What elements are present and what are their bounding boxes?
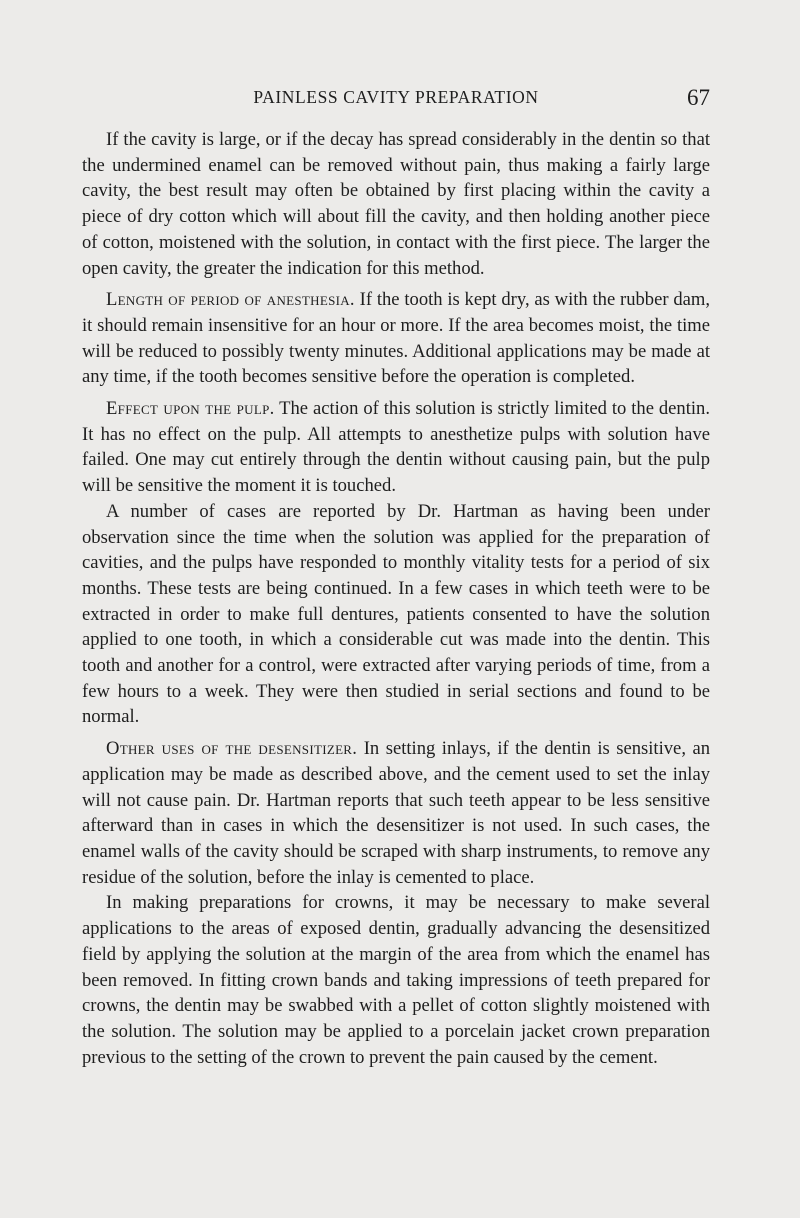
paragraph-crowns: In making preparations for crowns, it may be necessary to make several applications to the areas of exposed dentin, gradually advancing the desensitized field by applying the solution at the margin of the area from which the enamel has been removed. In fitting crown bands and taking impressions of teeth prepared for crowns, the dentin may be swabbed with a pellet of cotton slightly moistened with the solution. The solution may be applied to a porcelain jacket crown preparation previous to the setting of the crown to prevent the pain caused by the cement. — [82, 892, 710, 1068]
paragraph-other-uses — [82, 736, 710, 890]
section-heading-pulp: Effect upon the pulp. — [106, 398, 275, 420]
paragraph-cavity-method: If the cavity is large, or if the decay has spread considerably in the dentin so that the undermined enamel can be removed without pain, thus making a fairly large cavity, the best result may often be obtained by first placing within the cavity a piece of dry cotton which will about fill the cavity, and then holding another piece of cotton, moistened with the solution, in contact with the first piece. The larger the open cavity, the greater the indication for this method. — [82, 129, 710, 279]
paragraph-text: If the tooth is kept dry, as with the rubber dam, it should remain insensitive for an hour or more. If the area becomes moist, the time will be reduced to possibly twenty minutes. Additional applications may be made at any time, if the tooth becomes sensitive before the operation is completed. — [82, 289, 711, 388]
paragraph-anesthesia-period — [82, 287, 710, 390]
running-title: PAINLESS CAVITY PREPARATION — [253, 87, 539, 107]
paragraph-text: In setting inlays, if the dentin is sensitive, an application may be made as described above, and the cement used to set the inlay will not cause pain. Dr. Hartman reports that such teeth appear to be less sensitive afterward than in cases in which the desensitizer is not used. In such cases, the enamel walls of the cavity should be scraped with sharp instruments, to remove any residue of the solution, before the inlay is cemented to place. — [82, 738, 711, 888]
page-number: 67 — [687, 85, 710, 110]
page-header — [82, 87, 710, 117]
paragraph-pulp-effect — [82, 396, 710, 499]
section-heading-anesthesia: Length of period of anesthesia. — [106, 289, 355, 311]
body-text — [82, 127, 710, 1070]
paragraph-hartman-cases: A number of cases are reported by Dr. Hartman as having been under observation since the time when the solution was applied for the preparation of cavities, and the pulps have responded to monthly vitality tests for a period of six months. These tests are being continued. In a few cases in which teeth were to be extracted in order to make full dentures, patients consented to have the solution applied to one tooth, in which a considerable cut was made into the dentin. This tooth and another for a control, were extracted after varying periods of time, from a few hours to a week. They were then studied in serial sections and found to be normal. — [82, 500, 710, 728]
paragraph-text: The action of this solution is strictly limited to the dentin. It has no effect on the pulp. All attempts to anesthetize pulps with solution have failed. One may cut entirely through the dentin without causing pain, but the pulp will be sensitive the moment it is touched. — [82, 398, 710, 497]
section-heading-other-uses: Other uses of the desensitizer. — [106, 738, 358, 760]
